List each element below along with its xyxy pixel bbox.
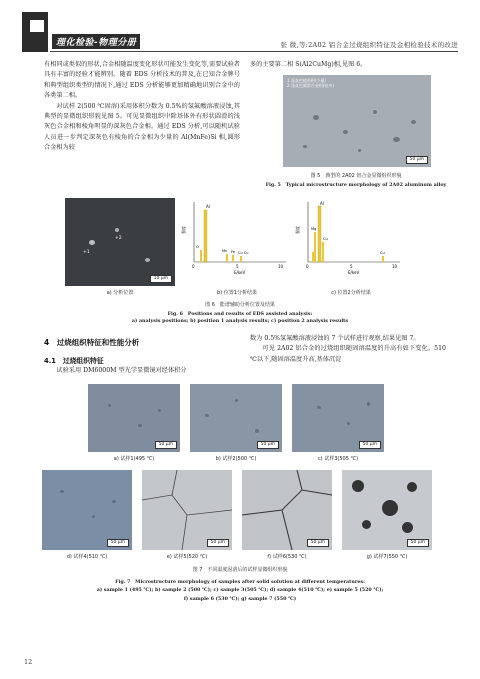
page-number: 12: [24, 658, 33, 666]
fig6-caption-en-2: a) analysis positions; b) position 1 analysis results; c) position 2 analysis results: [131, 318, 349, 324]
fig7c-micrograph: [292, 384, 384, 452]
tick-label: 5: [236, 264, 239, 269]
peak-label: Mn: [222, 249, 228, 253]
header-rule: [50, 51, 458, 52]
peak-label: Al: [320, 201, 324, 206]
left-column-text: [44, 60, 240, 154]
fig7-sublabel-b: b) 试样2(500 ℃): [215, 456, 257, 462]
fig6-sublabel-a: a) 分析位置: [106, 290, 134, 296]
fig7f-scale-bar: 50 μm: [307, 539, 329, 547]
section4-right-text: [250, 334, 446, 365]
x-axis-label: E/keV: [234, 270, 246, 275]
fig5-caption-en: Fig. 5 Typical microstructure morphology of 2A02 aluminum alloy: [265, 182, 447, 188]
fig7-sublabel-e: e) 试样5(520 ℃): [166, 554, 208, 560]
running-title: 张 微,等:2A02 铝合金过烧组织特征及金相检验技术的改进: [280, 41, 458, 49]
paragraph: 有相同或类似的形状,合金相随温度变化形状可能发生变化等,需要试验者具有丰富的经验才能辨别。随着 EDS 分析技术的普及,在已知合金牌号和典型组织类型的情况下,通过 EDS 分析能够更加精确地识别合金中的各类第二相。: [44, 61, 240, 100]
peak-label: Al: [206, 204, 210, 209]
fig7-sublabel-g: g) 试样7(550 ℃): [366, 554, 408, 560]
paragraph: 多的主要第二相 S(Al2CuMg)相,见图 6。: [250, 61, 367, 68]
y-axis-label: 强度: [295, 226, 300, 234]
tick-label: 10: [278, 264, 284, 269]
fig7a-micrograph: [88, 384, 180, 452]
fig7b-micrograph: [190, 384, 282, 452]
paragraph: 对试样 2(500 ℃固溶)采用体积分数为 0.5%的氢氟酸溶液浸蚀,其典型的显微组织形貌见图 5。可见显微组织中除基体外有形状圆滑的浅灰色合金相和棱角明显的深灰色合金相。通过 EDS 分析,可以随机试验人员进一步判定深灰色有棱角的合金相为少量的 Al(MnFe)Si 相,圆形合金相为较: [44, 102, 240, 152]
fig6c-spectrum: [296, 198, 406, 276]
peak-label: Cu: [380, 251, 385, 255]
fig7-sublabel-a: a) 试样1(495 ℃): [113, 456, 155, 462]
fig5-legend-2: 2 浅灰色圆滑合金相(较多): [287, 83, 334, 88]
fig7g-micrograph: [342, 470, 432, 550]
fig6-sublabel-c: c) 位置2分析结果: [331, 290, 371, 296]
tick-label: 10: [392, 264, 398, 269]
journal-logo: [22, 12, 48, 52]
y-axis-label: 强度: [181, 226, 186, 234]
fig6a-micrograph: [65, 198, 175, 286]
fig6-sublabel-b: b) 位置1分析结果: [217, 290, 257, 296]
section-heading: 4 过烧组织特征和性能分析: [44, 338, 140, 347]
peak-label: Mg: [311, 227, 317, 231]
paragraph: 可见 2A02 铝合金的过烧组织随固溶温度的升高有如下变化。510 ℃以下,随固溶温度升高,基体沉淀: [250, 345, 446, 363]
peak-label: O: [196, 245, 199, 249]
tick-label: 5: [350, 264, 353, 269]
fig6b-spectrum: [182, 198, 292, 276]
fig6-scale-bar: 10 μm: [150, 275, 172, 283]
fig7b-scale-bar: 50 μm: [257, 441, 279, 449]
journal-logo-notch: [30, 20, 44, 32]
fig7-caption-en-2: a) sample 1 (495 ℃); b) sample 2 (500 ℃); c) sample 3(505 ℃); d) sample 4(510 ℃); e) sample 5 (520 ℃);: [96, 587, 384, 593]
fig7e-grain-boundaries: [142, 470, 232, 550]
subsection-heading: 4.1 过烧组织特征: [44, 357, 104, 365]
fig7d-micrograph: [42, 470, 132, 550]
fig7c-scale-bar: 50 μm: [359, 441, 381, 449]
fig7e-scale-bar: 50 μm: [207, 539, 229, 547]
section4-left-text: [44, 366, 240, 376]
paragraph: 数为 0.5%氢氟酸溶液浸蚀的 7 个试样进行观察,结果见图 7。: [250, 335, 420, 342]
fig6-position-2: +2: [115, 236, 122, 241]
fig6b-spectrum-svg: [182, 198, 292, 276]
fig7-caption-en-1: Fig. 7 Microstructure morphology of samples after solid solution at different temperatures:: [115, 579, 365, 585]
journal-name: 理化检验-物理分册: [52, 34, 140, 49]
peak-label: Cu Cu: [238, 251, 249, 255]
fig7g-scale-bar: 50 μm: [407, 539, 429, 547]
fig7-caption-en-3: f) sample 6 (530 ℃); g) sample 7 (550 ℃): [183, 596, 297, 602]
peak-label: Fe: [231, 250, 235, 254]
paragraph: 试验采用 DM6000M 型光学显微镜对经体积分: [56, 367, 187, 374]
fig7d-scale-bar: 50 μm: [107, 539, 129, 547]
fig7-sublabel-d: d) 试样4(510 ℃): [66, 554, 108, 560]
fig7f-micrograph: [242, 470, 332, 550]
fig5-scale-bar: 50 μm: [406, 156, 428, 164]
fig7e-micrograph: [142, 470, 232, 550]
fig7f-grain-boundaries: [242, 470, 332, 550]
fig6-caption-cn: 图 6 能谱辅助分析位置及结果: [205, 302, 275, 308]
fig6-caption-en-1: Fig. 6 Positions and results of EDS assisted analysis:: [167, 311, 313, 317]
fig6c-spectrum-svg: [296, 198, 406, 276]
fig5-caption-cn: 图 5 典型的 2A02 铝合金显微组织形貌: [310, 173, 402, 179]
page-header: [0, 0, 480, 52]
fig7-sublabel-c: c) 试样3(505 ℃): [317, 456, 359, 462]
fig7a-scale-bar: 50 μm: [155, 441, 177, 449]
tick-label: 0: [192, 264, 195, 269]
peak-label: Cu: [323, 237, 328, 241]
fig7-sublabel-f: f) 试样6(530 ℃): [267, 554, 307, 560]
fig6-position-1: +1: [83, 250, 90, 255]
right-column-text: [250, 60, 446, 70]
fig7-caption-cn: 图 7 不同温度固溶后的试样显微组织形貌: [192, 567, 288, 573]
fig5-micrograph: [283, 75, 431, 167]
x-axis-label: E/keV: [348, 270, 360, 275]
tick-label: 0: [306, 264, 309, 269]
fig5-legend-1: 1 深灰色棱角相(少量): [287, 78, 326, 83]
